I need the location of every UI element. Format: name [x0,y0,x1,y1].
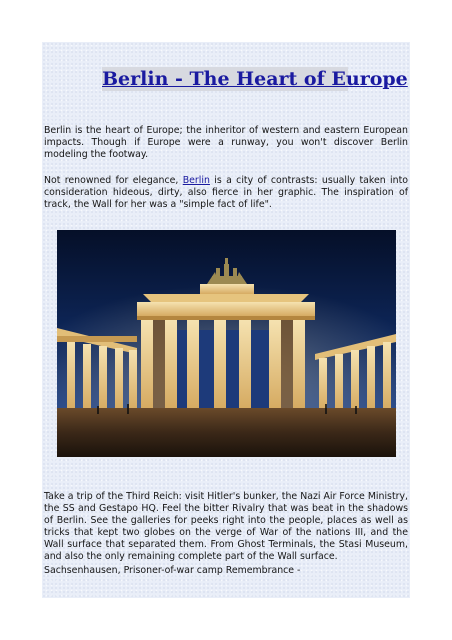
third-reich-paragraph: Take a trip of the Third Reich: visit Hitler's bunker, the Nazi Air Force Ministry, the SS and Gestapo HQ. Feel the bitter Rivalry that was beat in the shadows of Berlin. See the galleries for peeks right into the people, places as well as tricks that kept two globes on the verge of War of the nations III, and the Wall surface that separated them. From Ghost Terminals, the Stasi Museum, and also the only remaining complete part of the Wall surface. [44,491,408,562]
berlin-link[interactable]: Berlin [182,175,210,186]
contrasts-paragraph [44,175,408,211]
page-title: Berlin - The Heart of Europe [102,68,408,90]
paragraph-text-after-link: is a city of contrasts: usually taken into consideration hideous, dirty, also fierce in her graphic. The inspiration of track, the Wall for her was a "simple fact of life". [44,175,408,210]
paragraph-text-before-link: Not renowned for elegance, [44,175,183,186]
brandenburg-gate-photo [57,230,396,457]
sachsenhausen-paragraph: Sachsenhausen, Prisoner-of-war camp Remembrance - [44,565,301,576]
document-page [42,42,410,598]
intro-paragraph: Berlin is the heart of Europe; the inheritor of western and eastern European impacts. Though if Europe were a runway, you won't discover Berlin modeling the footway. [44,125,408,160]
